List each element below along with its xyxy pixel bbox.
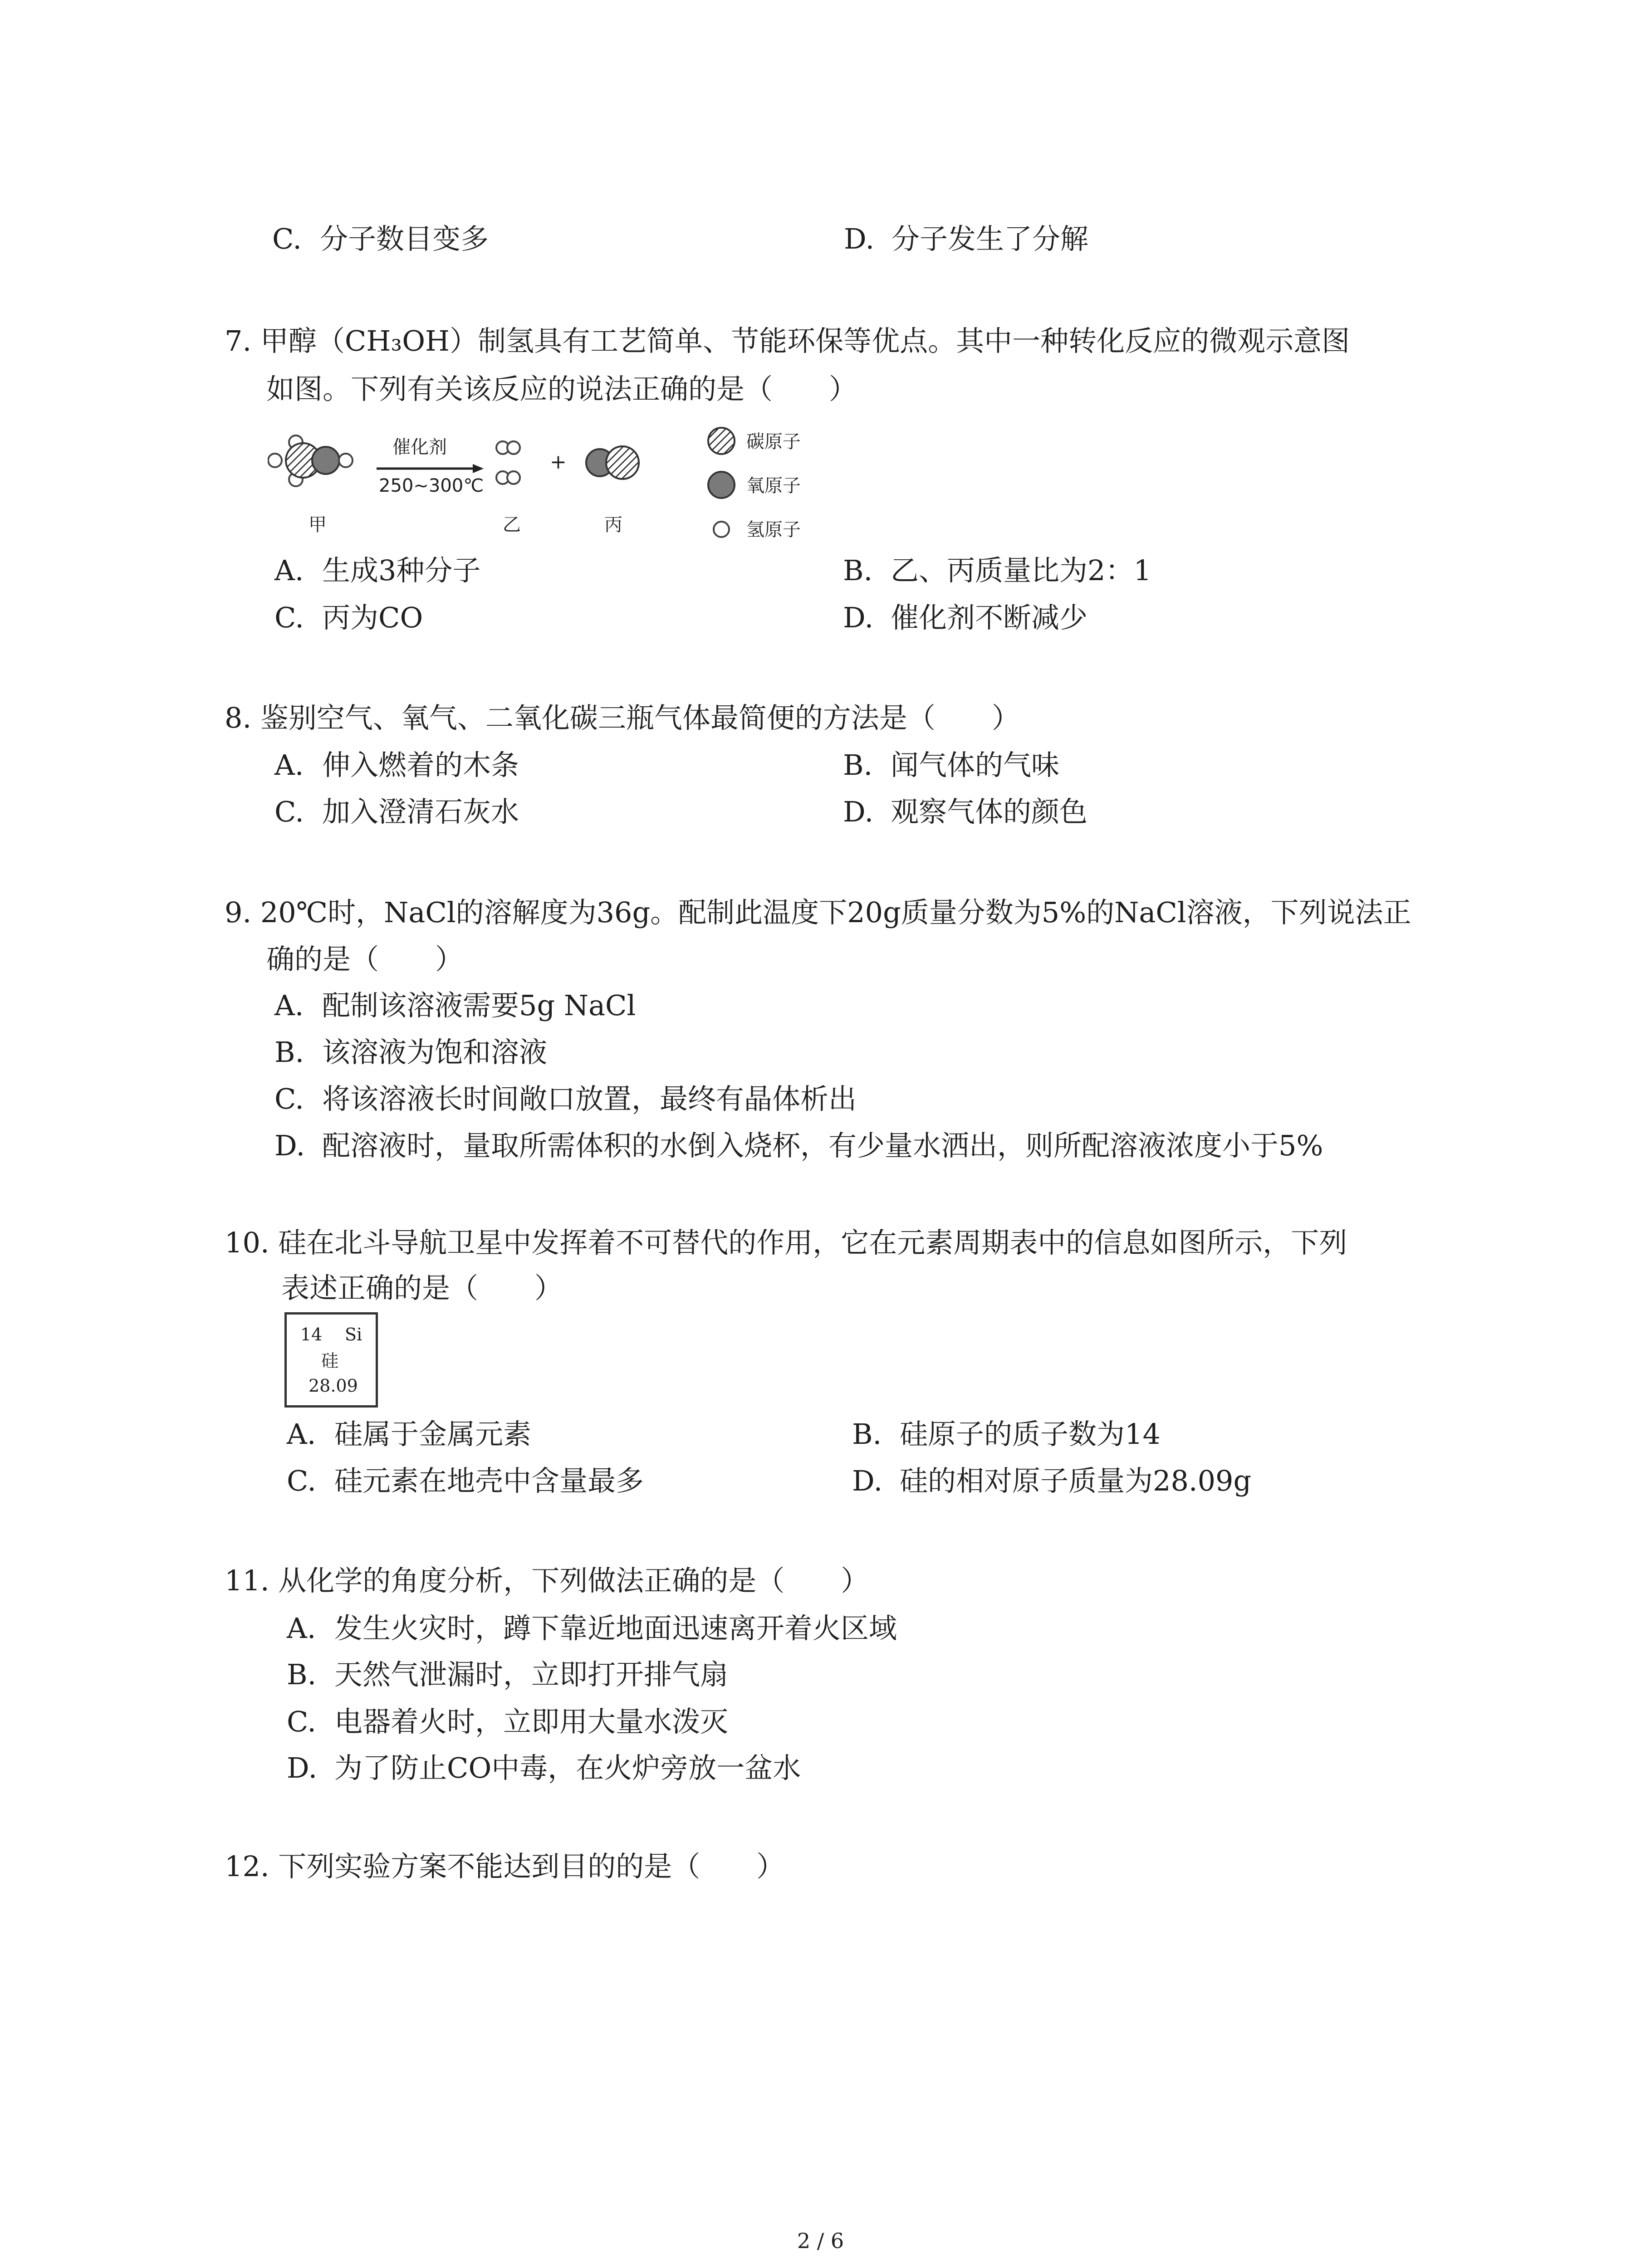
q7-option-d: D. 催化剂不断减少 — [843, 601, 1088, 634]
atomic-number: 14 — [300, 1325, 323, 1344]
catalyst-label: 催化剂 — [392, 437, 447, 458]
label-bing: 丙 — [604, 514, 622, 535]
q9-stem-line1: 9. 20℃时，NaCl的溶解度为36g。配制此温度下20g质量分数为5%的NaCl溶液，下列说法正 — [225, 896, 1411, 929]
q7-stem-line1: 7. 甲醇（CH₃OH）制氢具有工艺简单、节能环保等优点。其中一种转化反应的微观示意图 — [225, 324, 1350, 357]
q10-stem-line2: 表述正确的是（ ） — [281, 1271, 563, 1305]
label-jia: 甲 — [309, 514, 327, 535]
q10-option-c: C. 硅元素在地壳中含量最多 — [287, 1464, 644, 1497]
legend-hydrogen: 氢原子 — [746, 519, 801, 540]
element-symbol: Si — [345, 1325, 362, 1344]
condition-label: 250~300℃ — [379, 475, 484, 496]
q8-option-c: C. 加入澄清石灰水 — [274, 795, 519, 828]
element-name: 硅 — [321, 1351, 339, 1371]
legend-oxygen: 氧原子 — [746, 475, 801, 496]
q7-option-b: B. 乙、丙质量比为2：1 — [843, 554, 1151, 587]
periodic-table-tile — [284, 1312, 378, 1408]
q9-option-c: C. 将该溶液长时间敞口放置，最终有晶体析出 — [274, 1082, 857, 1115]
q6-option-c: C. 分子数目变多 — [272, 222, 489, 255]
q6-option-d: D. 分子发生了分解 — [844, 222, 1089, 255]
co-molecule — [586, 446, 639, 479]
q11-option-d: D. 为了防止CO中毒，在火炉旁放一盆水 — [287, 1751, 801, 1784]
q10-option-a: A. 硅属于金属元素 — [287, 1418, 532, 1451]
legend-carbon: 碳原子 — [746, 431, 801, 452]
plus-sign: + — [550, 450, 567, 474]
methanol-molecule — [268, 435, 353, 486]
q10-option-d: D. 硅的相对原子质量为28.09g — [852, 1464, 1252, 1497]
q12-stem: 12. 下列实验方案不能达到目的的是（ ） — [225, 1850, 785, 1883]
q11-option-c: C. 电器着火时，立即用大量水泼灭 — [287, 1705, 729, 1738]
hydrogen-molecules — [496, 441, 520, 484]
q10-option-b: B. 硅原子的质子数为14 — [852, 1418, 1161, 1451]
q11-option-a: A. 发生火灾时，蹲下靠近地面迅速离开着火区域 — [287, 1612, 897, 1645]
q7-stem-line2: 如图。下列有关该反应的说法正确的是（ ） — [266, 372, 857, 406]
q9-stem-line2: 确的是（ ） — [266, 943, 464, 976]
page-number: 2 / 6 — [797, 2229, 844, 2253]
q9-option-b: B. 该溶液为饱和溶液 — [274, 1036, 548, 1069]
q11-option-b: B. 天然气泄漏时，立即打开排气扇 — [287, 1658, 729, 1691]
label-yi: 乙 — [503, 514, 521, 535]
q9-option-a: A. 配制该溶液需要5g NaCl — [274, 989, 636, 1022]
oxygen-legend-icon — [708, 472, 735, 498]
q8-option-a: A. 伸入燃着的木条 — [274, 748, 519, 782]
q8-option-d: D. 观察气体的颜色 — [843, 795, 1088, 828]
q9-option-d: D. 配溶液时，量取所需体积的水倒入烧杯，有少量水洒出，则所配溶液浓度小于5% — [274, 1129, 1323, 1162]
q11-stem: 11. 从化学的角度分析，下列做法正确的是（ ） — [225, 1564, 869, 1597]
q8-option-b: B. 闻气体的气味 — [843, 748, 1060, 782]
q7-option-a: A. 生成3种分子 — [274, 554, 481, 587]
carbon-legend-icon — [708, 428, 735, 454]
atomic-mass: 28.09 — [309, 1376, 358, 1396]
q10-stem-line1: 10. 硅在北斗导航卫星中发挥着不可替代的作用，它在元素周期表中的信息如图所示，下列 — [225, 1226, 1347, 1259]
q7-option-c: C. 丙为CO — [274, 601, 423, 634]
hydrogen-legend-icon — [714, 522, 729, 537]
q8-stem: 8. 鉴别空气、氧气、二氧化碳三瓶气体最简便的方法是（ ） — [225, 701, 1020, 734]
